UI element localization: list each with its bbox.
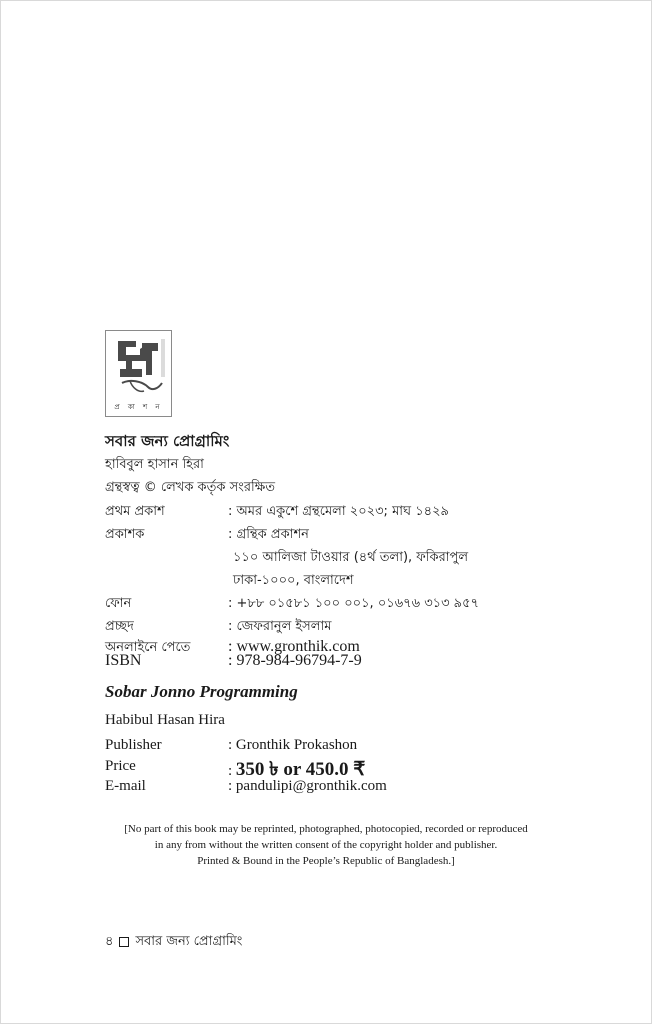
info-label: প্রকাশক xyxy=(105,527,145,542)
page-footer xyxy=(105,932,242,953)
notice-line: Printed & Bound in the People’s Republic of Bangladesh.] xyxy=(197,855,455,867)
website-link[interactable]: : www.gronthik.com xyxy=(228,638,360,655)
page-number: ৪ xyxy=(105,934,114,949)
english-book-title: Sobar Jonno Programming xyxy=(105,682,298,701)
email-value[interactable]: : pandulipi@gronthik.com xyxy=(228,778,387,794)
info-value: : +৮৮ ০১৫৮১ ১০০ ০০১, ০১৬৭৬ ৩১৩ ৯৫৭ xyxy=(228,596,479,611)
info-value: ঢাকা-১০০০, বাংলাদেশ xyxy=(233,573,354,588)
copyright-notice xyxy=(95,821,557,869)
info-label: অনলাইনে পেতে xyxy=(105,640,191,655)
info-label: প্রথম প্রকাশ xyxy=(105,504,165,519)
publisher-logo-icon xyxy=(106,331,171,401)
info-value: : Gronthik Prokashon xyxy=(228,737,358,753)
bengali-copyright: গ্রন্থস্বত্ব © লেখক কর্তৃক সংরক্ষিত xyxy=(105,480,275,495)
info-label: Publisher xyxy=(105,737,162,753)
bengali-book-title: সবার জন্য প্রোগ্রামিং xyxy=(105,432,230,450)
info-value: : গ্রন্থিক প্রকাশন xyxy=(228,527,309,542)
bengali-author: হাবিবুল হাসান হিরা xyxy=(105,457,204,472)
info-value: : অমর একুশে গ্রন্থমেলা ২০২৩; মাঘ ১৪২৯ xyxy=(228,504,449,519)
logo-caption: প্র কা শ ন xyxy=(114,403,163,411)
english-author: Habibul Hasan Hira xyxy=(105,712,225,728)
price-value: 350 ৳ or 450.0 ₹ xyxy=(235,759,366,780)
notice-line: in any from without the written consent of the copyright holder and publisher. xyxy=(154,839,498,851)
info-label: ISBN xyxy=(105,652,142,669)
running-title: সবার জন্য প্রোগ্রামিং xyxy=(135,934,243,949)
price-colon: : xyxy=(228,763,236,779)
info-value: : জেফরানুল ইসলাম xyxy=(228,619,332,634)
info-value: ১১০ আলিজা টাওয়ার (৪র্থ তলা), ফকিরাপুল xyxy=(233,550,469,565)
info-label: প্রচ্ছদ xyxy=(105,619,134,634)
info-label: E-mail xyxy=(105,778,146,794)
info-label: ফোন xyxy=(105,596,132,611)
notice-line: [No part of this book may be reprinted, photographed, photocopied, recorded or reproduced xyxy=(124,823,528,835)
info-value: : 978-984-96794-7-9 xyxy=(228,652,362,669)
square-icon xyxy=(119,937,129,947)
publisher-logo xyxy=(105,330,172,417)
info-label: Price xyxy=(105,758,136,774)
